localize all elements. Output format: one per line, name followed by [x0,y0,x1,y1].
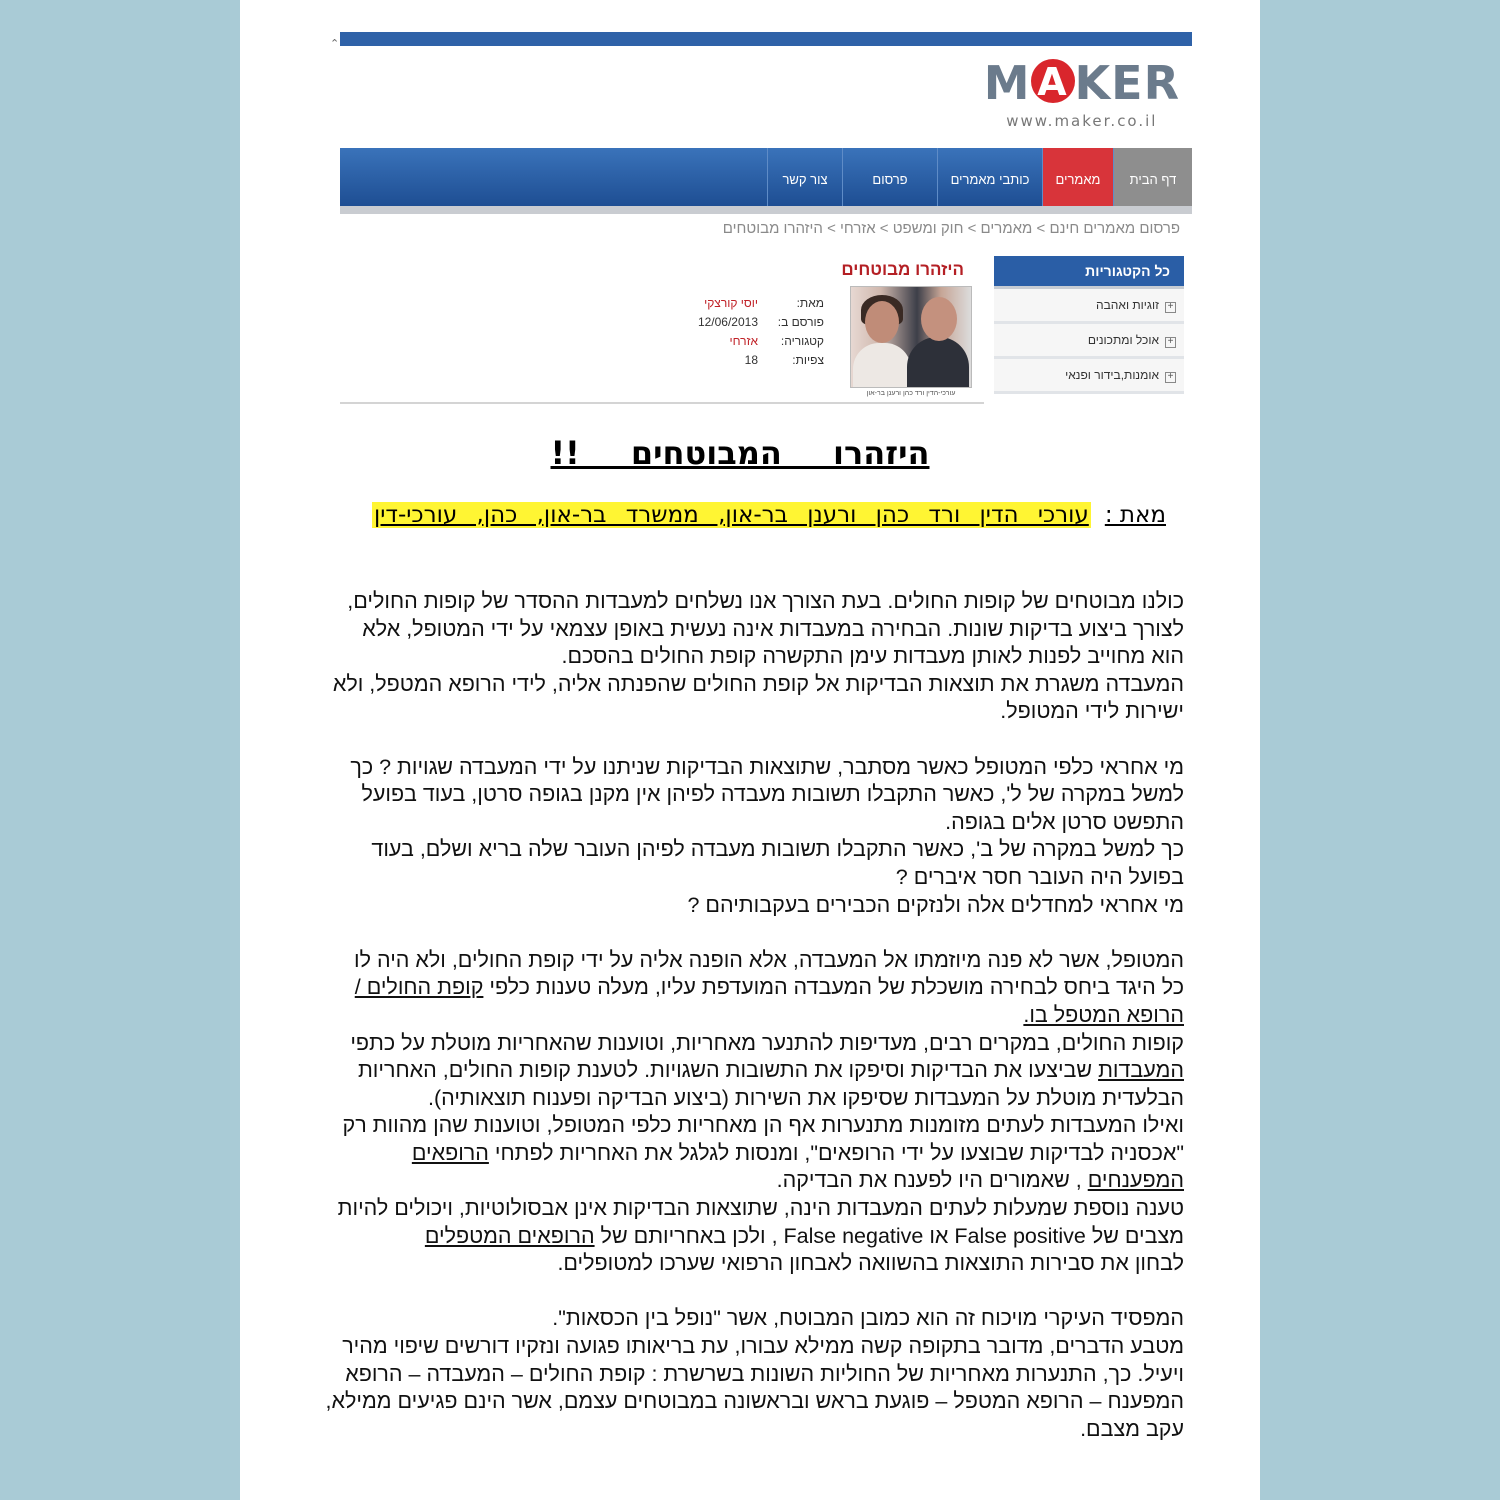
meta-category-label: קטגוריה: [780,334,824,348]
expand-icon[interactable]: + [1165,302,1176,313]
logo-text-m: M [983,56,1031,110]
from-label: מאת : [1104,502,1166,528]
category-item[interactable]: +אומנות,בידור ופנאי [994,359,1184,394]
document-body [302,588,1184,1443]
category-item[interactable]: +זוגיות ואהבה [994,289,1184,324]
text-line: בפועל היה העובר חסר איברים ? [895,864,1184,889]
underlined-phrase: המפענחים [1087,1168,1184,1193]
article-meta [698,296,824,372]
text-line: המעבדה משגרת את תוצאות הבדיקות אל קופת החולים שהפנתה אליה, לידי הרופא המטפל, ולא [332,671,1184,696]
underlined-phrase: הרופאים [411,1140,489,1165]
underlined-phrase: המעבדות [1098,1058,1184,1083]
text-line: עקב מצבם. [1080,1416,1184,1441]
text-line: לבחון את סבירות התוצאות בהשוואה לאבחון הרפואי שערכו למטופלים. [557,1251,1184,1276]
meta-date: 12/06/2013 [697,315,758,329]
nav-writers[interactable]: כותבי מאמרים [937,148,1042,206]
meta-views-label: צפיות: [792,353,824,367]
author-photo [850,286,972,388]
article-title: היזהרו מבוטחים [841,260,964,279]
text-line: קופות החולים, במקרים רבים, מעדיפות להתנער מאחריות, וטוענות שהאחריות מוטלת על כתפי [350,1030,1184,1055]
text-line: לצורך ביצוע בדיקות שונות. הבחירה במעבדות אינה נעשית באופן עצמאי על ידי המטופל, אלא [362,616,1184,641]
logo-url: www.maker.co.il [1006,112,1158,130]
expand-icon[interactable]: + [1165,372,1176,383]
maker-logo[interactable] [984,54,1180,130]
text-line: הבלעדית מוטלת על המעבדות שסיפקו את השירות (ביצוע הבדיקה ופענוח תוצאותיה). [428,1085,1184,1110]
text-line: כך למשל במקרה של ב', כאשר התקבלו תשובות מעבדה לפיהן העובר שלה בריא ושלם, בעוד [371,837,1184,862]
text-line: כולנו מבוטחים של קופות החולים. בעת הצורך אנו נשלחים למעבדות ההסדר של קופות החולים, [347,589,1184,613]
website-screenshot [330,32,1192,404]
text-line: הרופא המטפל בו. [1023,1002,1184,1027]
text-line: מי אחראי למחדלים אלה ולנזקים הכבירים בעקבותיהם ? [687,892,1184,917]
category-heading[interactable]: כל הקטגוריות [994,256,1184,289]
logo-letter-a-icon: A [1031,59,1075,103]
text-line: "אכסניה לבדיקות שבוצעו על ידי הרופאים", ומנסות לגלגל את האחריות לפתחי הרופאים [411,1140,1184,1165]
text-line: כל היגד ביחס לבחירה מושכלת של המעבדה המועדפת עליו, מעלה טענות כלפי קופת החולים / [354,975,1184,1000]
text-line: ויעיל. כך, התנערות מאחריות של החוליות השונות בשרשרת : קופת החולים – המעבדה – הרופא [345,1361,1184,1386]
text-line: התפשט סרטן אלים בגופה. [945,809,1184,834]
text-line: הוא מחוייב לפנות לאותן מעבדות עימן התקשרה קופת החולים בהסכם. [561,644,1184,669]
from-names: עורכי הדין ורד כהן ורענן בר-און, ממשרד בר-און, כהן, עורכי-דין [374,502,1089,528]
nav-contact[interactable]: צור קשר [767,148,842,206]
nav-articles[interactable]: מאמרים [1042,148,1113,206]
text-line: המטופל, אשר לא פנה מיוזמתו אל המעבדה, אלא הופנה אליה על ידי קופת החולים, ולא היה לו [354,947,1184,972]
document-title: היזהרו המבוטחים !! [550,434,930,472]
text-line: מצבים של False positive או False negative , ולכן באחריותם של הרופאים המטפלים [424,1223,1184,1248]
text-line: מטבע הדברים, מדובר בתקופה קשה ממילא עבורו, עת בריאותו פגועה ונזקיו דורשים שיפוי מהיר [342,1334,1184,1359]
meta-views: 18 [744,353,758,367]
underlined-phrase: הרופאים המטפלים [424,1223,595,1248]
category-item[interactable]: +אוכל ומתכונים [994,324,1184,359]
underlined-phrase: קופת החולים / [354,975,484,1000]
text-line: למשל במקרה של ל', כאשר התקבלו תשובות מעבדה לפיהן אין מקנן בגופה סרטן, בעוד בפועל [361,782,1184,807]
text-line: המפענחים , שאמורים היו לפענח את הבדיקה. [776,1168,1184,1193]
scroll-up-icon[interactable]: ⌃ [330,38,340,50]
text-line: המפענח – הרופא המטפל – פוגעת בראש ובראשונה במבוטחים עצמם, אשר הינם פגיעים ממילא, [325,1389,1184,1414]
logo-text-ker: KER [1074,56,1180,110]
meta-category[interactable]: אזרחי [729,334,758,348]
text-line: המפסיד העיקרי מויכוח זה הוא כמובן המבוטח, אשר "נופל בין הכסאות". [552,1306,1184,1331]
meta-author[interactable]: יוסי קורצקי [704,296,758,310]
meta-published-label: פורסם ב: [777,315,824,329]
text-line: טענה נוספת שמעלות לעתים המעבדות הינה, שתוצאות הבדיקות אינן אבסולוטיות, ויכולים להיות [337,1196,1184,1221]
category-box [994,256,1184,394]
text-line: מי אחראי כלפי המטופל כאשר מסתבר, שתוצאות הבדיקות שניתנו על ידי המעבדה שגויות ? כך [350,754,1184,779]
text-line: המעבדות שביצעו את הבדיקות וסיפקו את התשובות השגויות. לטענת קופות החולים, האחריות [357,1058,1184,1083]
scanned-page [240,0,1260,1500]
nav-home[interactable]: דף הבית [1113,148,1192,206]
expand-icon[interactable]: + [1165,337,1176,348]
article-header [340,256,984,404]
text-line: ישירות לידי המטופל. [1000,699,1184,724]
document-from [372,502,1166,528]
nav-publish[interactable]: פרסום מאמר [842,148,937,206]
top-bar [340,32,1192,46]
breadcrumb[interactable]: פרסום מאמרים חינם > מאמרים > חוק ומשפט > אזרחי > היזהרו מבוטחים [722,220,1180,237]
photo-caption: עורכי-הדין ורד כהן ורענן בר-און [866,390,956,397]
text-line: ואילו המעבדות לעתים מזומנות מתנערות אף הן מאחריות כלפי המטופל, וטוענות שהן מהוות רק [342,1113,1184,1138]
meta-from-label: מאת: [796,296,824,310]
